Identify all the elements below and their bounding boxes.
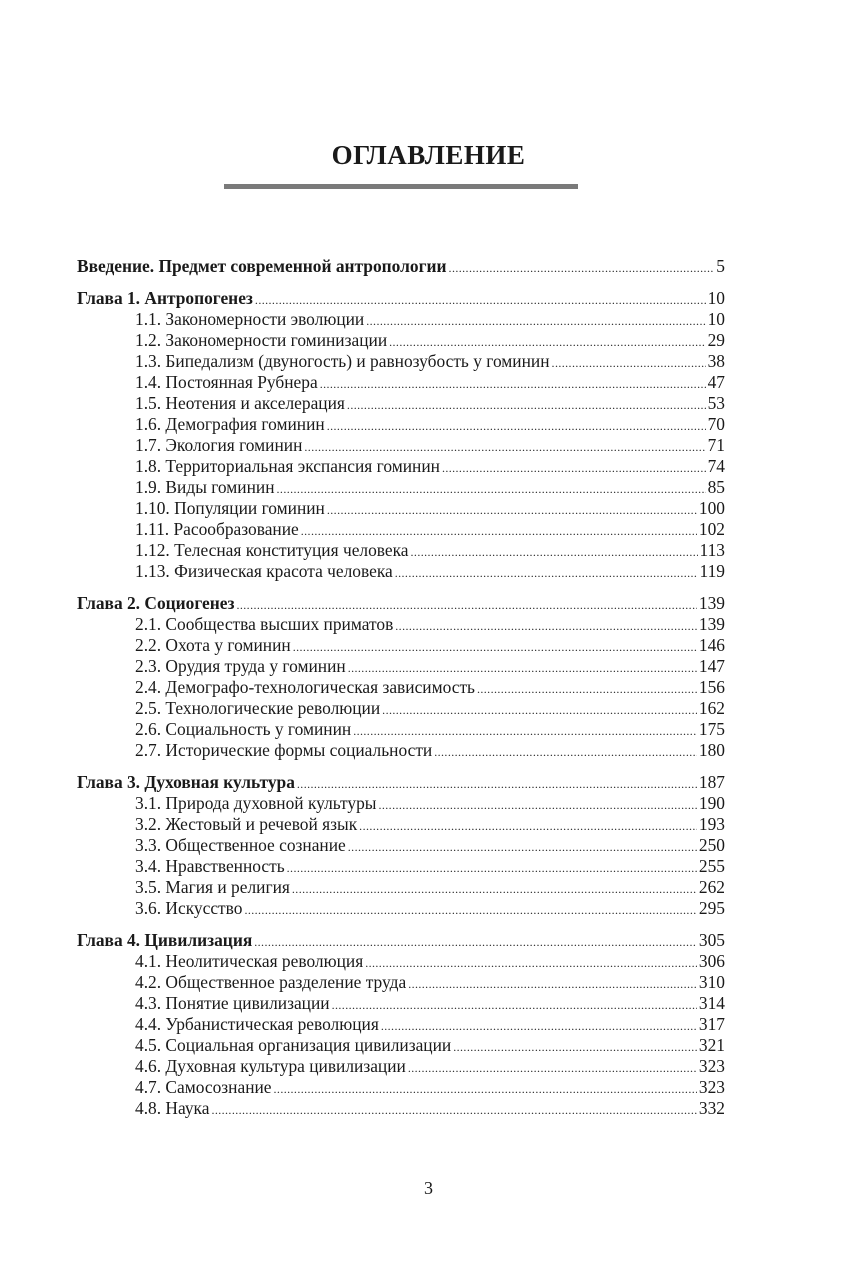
toc-entry-page-number: 113 bbox=[699, 540, 725, 560]
toc-section-entry[interactable] bbox=[77, 1014, 725, 1035]
toc-entry-page-number: 193 bbox=[698, 814, 725, 834]
toc-entry-title: 1.6. Демография гоминин bbox=[135, 414, 325, 434]
toc-entry-title: 4.5. Социальная организация цивилизации bbox=[135, 1035, 452, 1055]
dot-leader bbox=[449, 258, 715, 279]
toc-entry-title: Введение. Предмет современной антропологии bbox=[77, 256, 447, 276]
dot-leader bbox=[211, 1100, 696, 1121]
dot-leader bbox=[408, 1058, 697, 1079]
dot-leader bbox=[395, 563, 698, 584]
toc-section-entry[interactable] bbox=[77, 1098, 725, 1119]
toc-section-entry[interactable] bbox=[77, 835, 725, 856]
toc-entry-page-number: 5 bbox=[716, 256, 725, 276]
toc-section-entry[interactable] bbox=[77, 635, 725, 656]
toc-entry-title: 1.10. Популяции гоминин bbox=[135, 498, 325, 518]
toc-entry-title: 4.7. Самосознание bbox=[135, 1077, 272, 1097]
toc-entry-page-number: 305 bbox=[698, 930, 725, 950]
dot-leader bbox=[274, 1079, 697, 1100]
toc-entry-page-number: 38 bbox=[707, 351, 725, 371]
toc-section-entry[interactable] bbox=[77, 1056, 725, 1077]
toc-section-entry[interactable] bbox=[77, 330, 725, 351]
dot-leader bbox=[353, 721, 697, 742]
page-title: ОГЛАВЛЕНИЕ bbox=[331, 140, 526, 170]
toc-entry-page-number: 262 bbox=[698, 877, 725, 897]
dot-leader bbox=[359, 816, 697, 837]
toc-entry-title: 1.5. Неотения и акселерация bbox=[135, 393, 345, 413]
toc-entry-page-number: 70 bbox=[707, 414, 725, 434]
toc-entry-page-number: 162 bbox=[698, 698, 725, 718]
toc-section-entry[interactable] bbox=[77, 614, 725, 635]
toc-section-entry[interactable] bbox=[77, 1035, 725, 1056]
toc-section-entry[interactable] bbox=[77, 898, 725, 919]
toc-entry-page-number: 10 bbox=[707, 288, 725, 308]
dot-leader bbox=[408, 974, 697, 995]
dot-leader bbox=[254, 932, 697, 953]
toc-entry-title: Глава 2. Социогенез bbox=[77, 593, 235, 613]
dot-leader bbox=[292, 879, 697, 900]
dot-leader bbox=[365, 953, 697, 974]
dot-leader bbox=[327, 500, 697, 521]
toc-section-entry[interactable] bbox=[77, 814, 725, 835]
toc-entry-page-number: 295 bbox=[698, 898, 725, 918]
toc-section-entry[interactable] bbox=[77, 656, 725, 677]
dot-leader bbox=[348, 837, 697, 858]
toc-entry-title: 1.9. Виды гоминин bbox=[135, 477, 275, 497]
dot-leader bbox=[411, 542, 698, 563]
toc-section-entry[interactable] bbox=[77, 393, 725, 414]
toc-entry-page-number: 321 bbox=[698, 1035, 725, 1055]
toc-entry-title: 1.13. Физическая красота человека bbox=[135, 561, 393, 581]
dot-leader bbox=[301, 521, 697, 542]
toc-entry-page-number: 147 bbox=[698, 656, 725, 676]
toc-entry-page-number: 10 bbox=[707, 309, 725, 329]
toc-entry-title: 1.4. Постоянная Рубнера bbox=[135, 372, 318, 392]
toc-section-entry[interactable] bbox=[77, 351, 725, 372]
dot-leader bbox=[297, 774, 697, 795]
toc-section-entry[interactable] bbox=[77, 561, 725, 582]
toc-chapter-entry[interactable] bbox=[77, 593, 725, 614]
toc-entry-title: 4.6. Духовная культура цивилизации bbox=[135, 1056, 406, 1076]
toc-entry-page-number: 306 bbox=[698, 951, 725, 971]
toc-section-entry[interactable] bbox=[77, 877, 725, 898]
toc-section-entry[interactable] bbox=[77, 498, 725, 519]
toc-entry-title: 1.8. Территориальная экспансия гоминин bbox=[135, 456, 440, 476]
toc-entry-title: 3.4. Нравственность bbox=[135, 856, 285, 876]
toc-section-entry[interactable] bbox=[77, 372, 725, 393]
toc-entry-title: 3.2. Жестовый и речевой язык bbox=[135, 814, 358, 834]
toc-section-entry[interactable] bbox=[77, 477, 725, 498]
dot-leader bbox=[347, 395, 706, 416]
toc-entry-page-number: 187 bbox=[698, 772, 725, 792]
toc-section-entry[interactable] bbox=[77, 793, 725, 814]
dot-leader bbox=[366, 311, 705, 332]
toc-chapter-entry[interactable] bbox=[77, 930, 725, 951]
toc-entry-title: 2.2. Охота у гоминин bbox=[135, 635, 291, 655]
toc-entry-title: 4.8. Наука bbox=[135, 1098, 210, 1118]
toc-entry-title: 1.11. Расообразование bbox=[135, 519, 299, 539]
dot-leader bbox=[287, 858, 697, 879]
toc-entry-title: 1.12. Телесная конституция человека bbox=[135, 540, 409, 560]
toc-section-entry[interactable] bbox=[77, 856, 725, 877]
toc-entry-title: 4.3. Понятие цивилизации bbox=[135, 993, 330, 1013]
dot-leader bbox=[453, 1037, 697, 1058]
toc-section-entry[interactable] bbox=[77, 677, 725, 698]
toc-entry-page-number: 190 bbox=[698, 793, 725, 813]
dot-leader bbox=[327, 416, 706, 437]
dot-leader bbox=[382, 700, 697, 721]
toc-entry-page-number: 156 bbox=[698, 677, 725, 697]
toc-entry-title: 4.2. Общественное разделение труда bbox=[135, 972, 407, 992]
dot-leader bbox=[389, 332, 705, 353]
dot-leader bbox=[255, 290, 706, 311]
toc-section-entry[interactable] bbox=[77, 309, 725, 330]
dot-leader bbox=[552, 353, 706, 374]
toc-entry-page-number: 100 bbox=[698, 498, 725, 518]
toc-entry-page-number: 175 bbox=[698, 719, 725, 739]
toc-entry-page-number: 255 bbox=[698, 856, 725, 876]
toc-entry-page-number: 146 bbox=[698, 635, 725, 655]
toc-entry-title: 2.4. Демографо-технологическая зависимость bbox=[135, 677, 475, 697]
toc-section-entry[interactable] bbox=[77, 993, 725, 1014]
toc-entry-title: 2.5. Технологические революции bbox=[135, 698, 381, 718]
toc-section-entry[interactable] bbox=[77, 435, 725, 456]
toc-section-entry[interactable] bbox=[77, 519, 725, 540]
toc-entry-title: 4.4. Урбанистическая революция bbox=[135, 1014, 379, 1034]
toc-section-entry[interactable] bbox=[77, 719, 725, 740]
toc-entry-page-number: 314 bbox=[698, 993, 725, 1013]
toc-entry-page-number: 29 bbox=[707, 330, 725, 350]
toc-entry-title: Глава 1. Антропогенез bbox=[77, 288, 253, 308]
toc-entry-title: Глава 3. Духовная культура bbox=[77, 772, 295, 792]
toc-section-entry[interactable] bbox=[77, 456, 725, 477]
toc-entry-title: 3.1. Природа духовной культуры bbox=[135, 793, 377, 813]
dot-leader bbox=[293, 637, 697, 658]
dot-leader bbox=[244, 900, 696, 921]
toc-entry-page-number: 139 bbox=[698, 593, 725, 613]
toc-entry-title: 2.1. Сообщества высших приматов bbox=[135, 614, 394, 634]
toc-entry-title: 3.6. Искусство bbox=[135, 898, 243, 918]
dot-leader bbox=[277, 479, 706, 500]
dot-leader bbox=[395, 616, 697, 637]
toc-section-entry[interactable] bbox=[77, 951, 725, 972]
dot-leader bbox=[236, 595, 696, 616]
toc-entry-title: 1.1. Закономерности эволюции bbox=[135, 309, 365, 329]
toc-entry-page-number: 317 bbox=[698, 1014, 725, 1034]
toc-section-entry[interactable] bbox=[77, 740, 725, 761]
table-of-contents bbox=[77, 256, 725, 1119]
toc-entry-title: 1.7. Экология гоминин bbox=[135, 435, 303, 455]
toc-entry-page-number: 119 bbox=[699, 561, 725, 581]
toc-entry-page-number: 332 bbox=[698, 1098, 725, 1118]
toc-entry-page-number: 310 bbox=[698, 972, 725, 992]
toc-entry-title: 1.3. Бипедализм (двуногость) и равнозубость у гоминин bbox=[135, 351, 550, 371]
toc-entry-page-number: 139 bbox=[698, 614, 725, 634]
dot-leader bbox=[304, 437, 705, 458]
toc-entry-page-number: 74 bbox=[707, 456, 725, 476]
toc-entry-title: 3.3. Общественное сознание bbox=[135, 835, 346, 855]
toc-entry-title: 1.2. Закономерности гоминизации bbox=[135, 330, 388, 350]
toc-entry-page-number: 47 bbox=[707, 372, 725, 392]
toc-entry-page-number: 102 bbox=[698, 519, 725, 539]
toc-entry-title: 2.3. Орудия труда у гоминин bbox=[135, 656, 346, 676]
toc-section-entry[interactable] bbox=[77, 540, 725, 561]
toc-entry-title: 2.6. Социальность у гоминин bbox=[135, 719, 352, 739]
toc-chapter-entry[interactable] bbox=[77, 772, 725, 793]
dot-leader bbox=[332, 995, 697, 1016]
dot-leader bbox=[320, 374, 706, 395]
toc-entry-page-number: 323 bbox=[698, 1056, 725, 1076]
toc-section-entry[interactable] bbox=[77, 698, 725, 719]
toc-entry-title: 3.5. Магия и религия bbox=[135, 877, 290, 897]
toc-entry-title: 2.7. Исторические формы социальности bbox=[135, 740, 433, 760]
dot-leader bbox=[381, 1016, 697, 1037]
title-underline bbox=[224, 184, 578, 189]
toc-entry-title: 4.1. Неолитическая революция bbox=[135, 951, 364, 971]
dot-leader bbox=[477, 679, 697, 700]
toc-entry-page-number: 250 bbox=[698, 835, 725, 855]
dot-leader bbox=[378, 795, 696, 816]
toc-entry-title: Глава 4. Цивилизация bbox=[77, 930, 253, 950]
toc-entry-page-number: 180 bbox=[698, 740, 725, 760]
toc-entry-page-number: 53 bbox=[707, 393, 725, 413]
toc-chapter-entry[interactable] bbox=[77, 288, 725, 309]
toc-entry-page-number: 85 bbox=[707, 477, 725, 497]
toc-section-entry[interactable] bbox=[77, 972, 725, 993]
dot-leader bbox=[434, 742, 697, 763]
toc-entry-page-number: 323 bbox=[698, 1077, 725, 1097]
toc-entry-page-number: 71 bbox=[707, 435, 725, 455]
dot-leader bbox=[348, 658, 697, 679]
dot-leader bbox=[442, 458, 706, 479]
toc-section-entry[interactable] bbox=[77, 1077, 725, 1098]
page-number: 3 bbox=[424, 1178, 433, 1198]
toc-chapter-entry[interactable] bbox=[77, 256, 725, 277]
toc-section-entry[interactable] bbox=[77, 414, 725, 435]
